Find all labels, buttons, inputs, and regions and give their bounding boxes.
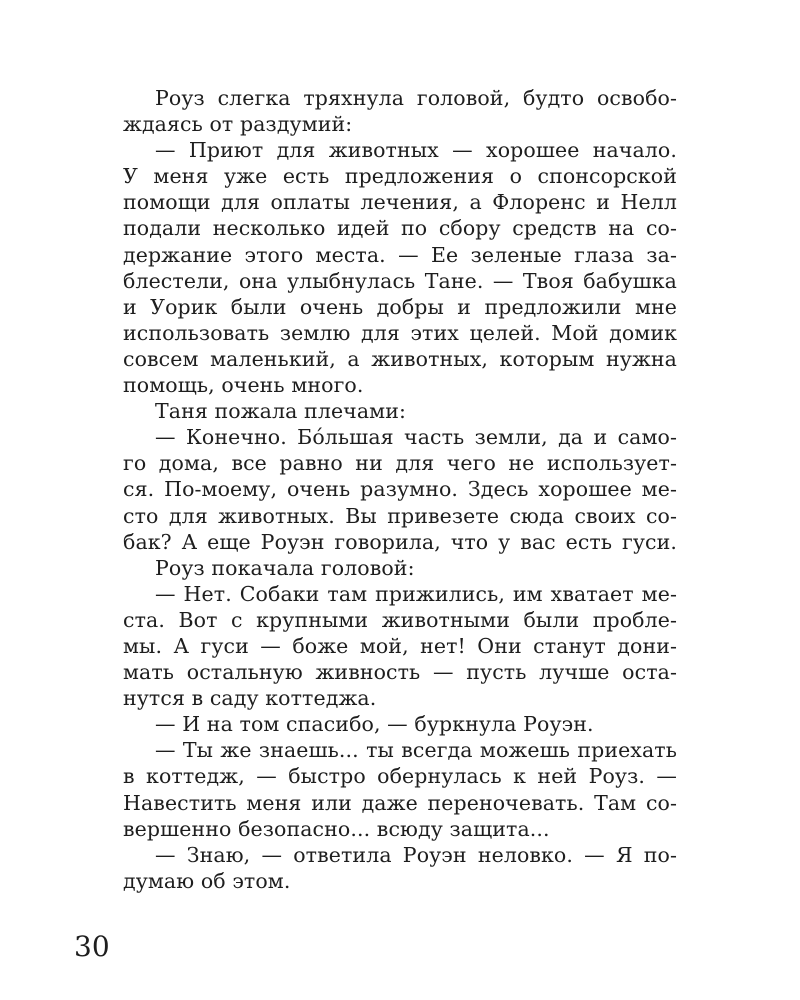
text-line: Роуз слегка тряхнула головой, будто освобо- <box>155 86 677 110</box>
text-line: нутся в саду коттеджа. <box>123 686 377 711</box>
text-line: совсем маленький, а животных, которым нужна <box>123 346 677 371</box>
text-line: Роуз покачала головой: <box>155 555 415 580</box>
text-line: Таня пожала плечами: <box>155 399 406 424</box>
text-line: мать остальную живность — пусть лучше оста- <box>123 660 677 685</box>
text-line: ждаясь от раздумий: <box>123 112 353 137</box>
text-line: ста. Вот с крупными животными были пробле- <box>123 607 677 632</box>
text-line: думаю об этом. <box>123 868 291 893</box>
text-line: — Конечно. Бóльшая часть земли, да и само- <box>155 425 677 450</box>
text-line: — Приют для животных — хорошее начало. <box>155 138 677 163</box>
text-line: мы. А гуси — боже мой, нет! Они станут дони- <box>123 633 677 658</box>
text-line: держание этого места. — Ее зеленые глаза за- <box>123 242 677 267</box>
text-line: помощи для оплаты лечения, а Флоренс и Нелл <box>123 190 677 215</box>
text-line: — Ты же знаешь... ты всегда можешь приехать <box>155 738 677 763</box>
text-line: Навестить меня или даже переночевать. Там со- <box>123 790 677 815</box>
text-line: У меня уже есть предложения о спонсорской <box>123 164 677 189</box>
text-line: вершенно безопасно... всюду защита... <box>123 816 550 841</box>
text-line: го дома, все равно ни для чего не использует- <box>123 451 677 476</box>
text-line: — Знаю, — ответила Роуэн неловко. — Я по- <box>155 842 677 867</box>
text-line: бак? А еще Роуэн говорила, что у вас есть гуси. <box>123 529 677 554</box>
text-line: использовать землю для этих целей. Мой домик <box>123 320 677 345</box>
text-line: — Нет. Собаки там прижились, им хватает ме- <box>155 581 677 606</box>
text-line: подали несколько идей по сбору средств на со- <box>123 216 677 241</box>
body-text <box>123 85 677 894</box>
page-number: 30 <box>74 930 110 963</box>
text-line: помощь, очень много. <box>123 373 364 398</box>
text-line: в коттедж, — быстро обернулась к ней Роуз. — <box>123 764 677 789</box>
text-line: блестели, она улыбнулась Тане. — Твоя бабушка <box>123 268 677 293</box>
text-line: сто для животных. Вы привезете сюда своих со- <box>123 503 677 528</box>
text-line: ся. По-моему, очень разумно. Здесь хорошее ме- <box>123 477 677 502</box>
text-line: — И на том спасибо, — буркнула Роуэн. <box>155 712 594 737</box>
text-line: и Уорик были очень добры и предложили мне <box>123 294 677 319</box>
